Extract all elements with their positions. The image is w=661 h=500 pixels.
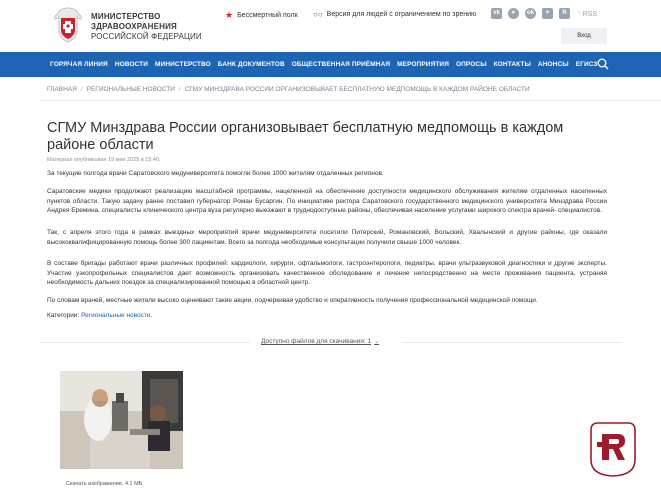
- nav-item-polls[interactable]: ОПРОСЫ: [455, 61, 487, 68]
- feedback-widget-icon[interactable]: [588, 420, 638, 478]
- category-end: .: [150, 312, 153, 319]
- publish-date: Материал опубликован 19 мая 2025 в 15:40.: [47, 157, 161, 163]
- breadcrumb-separator: /: [80, 86, 83, 93]
- nav-item-events[interactable]: МЕРОПРИЯТИЯ: [397, 61, 449, 68]
- logo-line-2: ЗДРАВООХРАНЕНИЯ: [91, 22, 177, 31]
- article-paragraph: Так, с апреля этого года в рамках выездных мероприятий врачи медуниверситета посетили Питерский, Романовский, Вольский, Хвалынский и другие районы, где оказали высококвалифицированную помощь более 300 пациентам. Всего за полгода необходимые консультации получили свыше 1000 человек.: [47, 229, 607, 246]
- main-nav: [0, 52, 661, 77]
- files-toggle-label: Доступно файлов для скачивания: 1: [261, 338, 372, 345]
- accessibility-version-link[interactable]: [313, 10, 476, 19]
- immortal-regiment-label: Бессмертный полк: [237, 12, 298, 19]
- breadcrumb-home[interactable]: ГЛАВНАЯ: [47, 86, 77, 93]
- dzen-icon[interactable]: ✦: [542, 8, 553, 19]
- article-photo[interactable]: [60, 371, 183, 469]
- login-button[interactable]: Вход: [561, 28, 607, 44]
- breadcrumb-current: СГМУ МИНЗДРАВА РОССИИ ОРГАНИЗОВЫВАЕТ БЕСПЛАТНУЮ МЕДПОМОЩЬ В КАЖДОМ РАЙОНЕ ОБЛАСТИ: [184, 86, 530, 93]
- photo-download-link[interactable]: Скачать изображение, 4.1 МБ: [66, 481, 143, 487]
- chevron-down-icon: ⌄: [374, 339, 380, 345]
- social-links: [491, 8, 597, 19]
- article-paragraph: По словам врачей, местные жители высоко оценивают такие акции, подчеркивая удобство и оперативность получения профессиональной медицинской помощи.: [47, 297, 538, 304]
- divider: [402, 342, 622, 343]
- telegram-icon[interactable]: ➤: [508, 8, 519, 19]
- nav-item-hotline[interactable]: ГОРЯЧАЯ ЛИНИЯ: [50, 61, 108, 68]
- category-line: [47, 312, 152, 319]
- logo-line-3: РОССИЙСКОЙ ФЕДЕРАЦИИ: [91, 32, 202, 41]
- article-paragraph: В составе бригады работают врачи различных профилей: кардиологи, хирурги, офтальмологи, гастроэнтерологи, педиатры, врачи ультразвуковой диагностики и другие эксперты. Участие узкопрофильных специалистов дает возможность организовать качественное обследование и лечение непосредственно на месте проживания пациента, устраняя необходимость дальних поездок за специализированной помощью в областной центр.: [47, 260, 607, 286]
- article-paragraph: За текущие полгода врачи Саратовского медуниверситета помогли более 1000 жителям отдаленных регионов.: [47, 170, 384, 177]
- nav-item-egisz[interactable]: ЕГИСЗ: [575, 61, 598, 68]
- immortal-regiment-link[interactable]: [225, 10, 298, 21]
- accessibility-label: Версия для людей с ограничением по зрению: [326, 11, 477, 18]
- divider: [40, 342, 250, 343]
- rss-icon: ◝: [578, 10, 581, 18]
- ok-icon[interactable]: ok: [525, 8, 536, 19]
- breadcrumb-separator: /: [178, 86, 181, 93]
- rutube-icon[interactable]: R: [559, 8, 570, 19]
- star-icon: ★: [225, 10, 234, 20]
- ministry-title[interactable]: [91, 12, 202, 42]
- breadcrumb-regional-news[interactable]: РЕГИОНАЛЬНЫЕ НОВОСТИ: [86, 86, 175, 93]
- category-label: Категории:: [47, 312, 80, 319]
- category-link[interactable]: Региональные новости: [81, 312, 151, 319]
- nav-item-announcements[interactable]: АНОНСЫ: [537, 61, 569, 68]
- nav-item-documents[interactable]: БАНК ДОКУМЕНТОВ: [217, 61, 285, 68]
- nav-item-contacts[interactable]: КОНТАКТЫ: [493, 61, 531, 68]
- logo-line-1: МИНИСТЕРСТВО: [91, 12, 161, 21]
- article-paragraph: Саратовские медики продолжают реализацию масштабной программы, нацеленной на обеспечение доступности медицинского обслуживания жителям отдаленных населенных пунктов области. Такую задачу ранее поставил губернатор Роман Бусаргин. По инициативе ректора Саратовского государственного медицинского университета Минздрава России Андрея Еремина, специалисты клинического центра вуза регулярно выезжают в труднодоступные районы, обеспечивая население услугами широкого спектра врачей- специалистов.: [47, 188, 607, 214]
- rss-link[interactable]: [578, 10, 597, 18]
- nav-item-ministry[interactable]: МИНИСТЕРСТВО: [155, 61, 211, 68]
- nav-item-news[interactable]: НОВОСТИ: [114, 61, 149, 68]
- files-toggle[interactable]: [261, 338, 379, 345]
- site-header: [0, 0, 661, 52]
- glasses-icon: ○○: [313, 10, 323, 19]
- ministry-emblem-icon[interactable]: [52, 6, 84, 44]
- rss-label: RSS: [582, 10, 598, 18]
- page-title: СГМУ Минздрава России организовывает бесплатную медпомощь в каждом районе области: [47, 120, 564, 153]
- vk-icon[interactable]: vk: [491, 8, 502, 19]
- breadcrumb: [47, 86, 530, 93]
- nav-item-public-reception[interactable]: ОБЩЕСТВЕННАЯ ПРИЁМНАЯ: [291, 61, 391, 68]
- search-icon[interactable]: [597, 58, 609, 70]
- divider: [40, 100, 661, 101]
